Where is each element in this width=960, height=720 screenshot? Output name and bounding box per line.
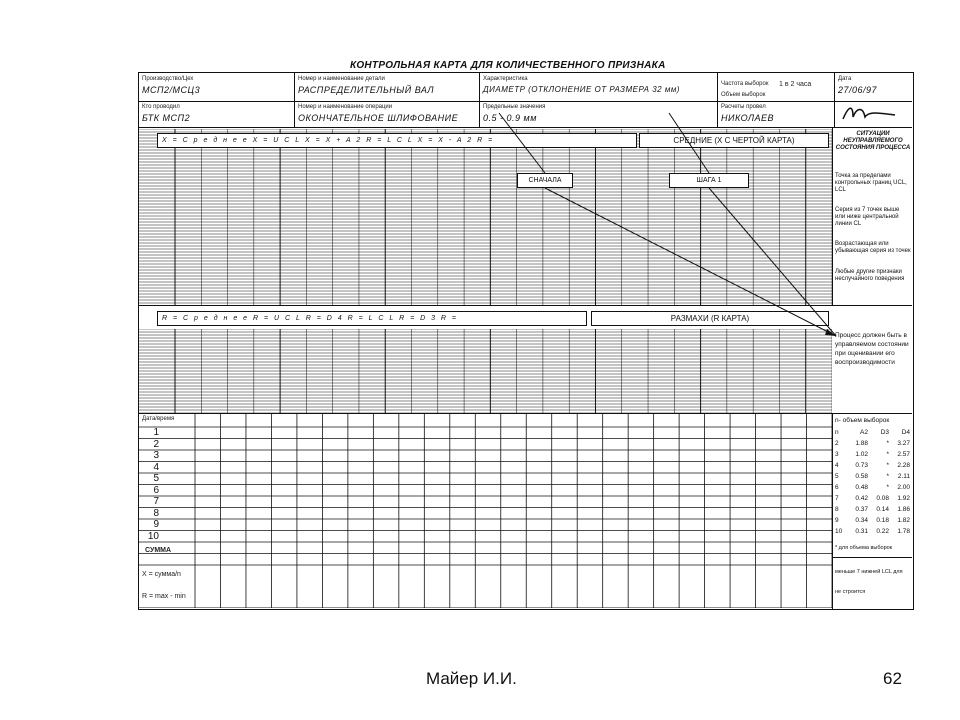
characteristic-value: ДИАМЕТР (ОТКЛОНЕНИЕ ОТ РАЗМЕРА 32 мм) [483, 85, 680, 94]
coeff-cell: 3 [835, 451, 839, 458]
chart-title: КОНТРОЛЬНАЯ КАРТА ДЛЯ КОЛИЧЕСТВЕННОГО ПРИЗНАКА [350, 60, 666, 71]
xbar-title-box: СРЕДНИЕ (X С ЧЕРТОЙ КАРТА) [639, 133, 829, 148]
coeff-row [835, 517, 911, 528]
coeff-cell: 0.37 [855, 506, 868, 513]
footer-author: Майер И.И. [426, 669, 517, 688]
coeff-cell: 0.31 [855, 528, 868, 535]
coeff-cell: 1.78 [897, 528, 910, 535]
coeff-row [835, 495, 911, 506]
calculated-by-value: НИКОЛАЕВ [721, 113, 775, 123]
date-label: Дата [838, 76, 852, 82]
data-table [139, 413, 832, 608]
coeff-sep [832, 557, 912, 558]
sample-row-number: 8 [153, 507, 159, 519]
part-label: Номер и наименование детали [298, 76, 385, 82]
coeff-cell: * [886, 484, 889, 491]
coeff-cell: A2 [860, 429, 868, 436]
operation-label: Номер и наименование операции [298, 104, 393, 110]
coeff-cell: * [886, 473, 889, 480]
coeff-cell: 2 [835, 440, 839, 447]
coeff-cell: 0.08 [876, 495, 889, 502]
callout-start: СНАЧАЛА [517, 173, 573, 188]
sample-row-number: 5 [153, 473, 159, 484]
limits-value: 0.5 - 0.9 мм [483, 113, 537, 123]
control-chart-form [138, 72, 914, 610]
coeff-cell: 0.22 [876, 528, 889, 535]
coeff-cell: 0.18 [876, 517, 889, 524]
coeff-cell: 0.42 [855, 495, 868, 502]
sum-label: СУММА [145, 547, 172, 554]
coeff-row [835, 506, 911, 517]
sample-row-number: 9 [153, 519, 159, 530]
sample-row-number: 7 [153, 496, 159, 507]
coeff-cell: 10 [835, 528, 843, 535]
coeff-cell: 0.48 [855, 484, 868, 491]
coeff-table [835, 429, 911, 539]
coeff-cell: 9 [835, 517, 839, 524]
coeff-row [835, 473, 911, 484]
range-title-box: РАЗМАХИ (R КАРТА) [591, 311, 829, 326]
coeff-cell: 3.27 [897, 440, 910, 447]
coeff-row [835, 440, 911, 451]
characteristic-label: Характеристика [483, 76, 528, 82]
callout-arrows [139, 73, 915, 373]
table-header-label: Дата/время [142, 416, 175, 422]
sample-row-number: 10 [147, 530, 159, 542]
coeff-cell: * [886, 462, 889, 469]
coeff-cell: 7 [835, 495, 839, 502]
situation-item: Возрастающая или убывающая серия из точек [835, 241, 911, 254]
coeff-cell: 0.34 [855, 517, 868, 524]
limits-label: Предельные значения [483, 104, 546, 110]
coeff-cell: * [886, 440, 889, 447]
coeff-cell: D4 [901, 429, 910, 436]
process-note: Процесс должен быть в управляемом состоянии при оценивании его воспроизводимости [835, 332, 909, 366]
coeff-cell: 1.02 [855, 451, 868, 458]
coeff-note-1: меньше 7 нижней LCL для [835, 569, 903, 575]
coeff-cell: 8 [835, 506, 839, 513]
coeff-row [835, 451, 911, 462]
coeff-cell: 2.00 [897, 484, 910, 491]
coeff-cell: n [835, 429, 839, 436]
situation-item: Любые другие признаки неслучайного поведения [835, 269, 905, 282]
sample-row-number: 6 [153, 484, 159, 496]
coeff-divider [832, 413, 833, 609]
frequency-value: 1 в 2 часа [779, 81, 812, 88]
coeff-header-row [835, 429, 911, 440]
coeff-cell: 4 [835, 462, 839, 469]
coeff-cell: 1.92 [897, 495, 910, 502]
coeff-cell: 1.88 [855, 440, 868, 447]
range-row-label: R = max - min [142, 593, 186, 600]
coeff-cell: 6 [835, 484, 839, 491]
table-grid [139, 413, 832, 608]
sample-size-label: Объем выборок [721, 92, 766, 98]
coeff-cell: 2.11 [897, 473, 910, 480]
coeff-cell: 5 [835, 473, 839, 480]
inspector-label: Кто проводил [142, 104, 180, 110]
coeff-cell: 1.82 [897, 517, 910, 524]
coeff-cell: 1.86 [897, 506, 910, 513]
xbar-row-label: X = сумма/n [142, 571, 181, 578]
coeff-cell: 2.57 [897, 451, 910, 458]
coeff-heading: n- объем выборок [835, 417, 890, 424]
coeff-row [835, 528, 911, 539]
part-value: РАСПРЕДЕЛИТЕЛЬНЫЙ ВАЛ [298, 85, 435, 95]
range-formula: R = С р е д н е е R = U C L R = D 4 R = L C L R = D 3 R = [162, 315, 459, 322]
production-label: Производство/Цех [142, 76, 194, 82]
coeff-cell: 0.14 [876, 506, 889, 513]
coeff-cell: 0.58 [855, 473, 868, 480]
situation-item: Точка за пределами контрольных границ UCL, LCL [835, 173, 907, 193]
sample-row-number: 1 [153, 427, 159, 438]
coeff-cell: * [886, 451, 889, 458]
coeff-cell: 2.28 [897, 462, 910, 469]
page-number: 62 [883, 669, 902, 688]
coeff-cell: 0.73 [855, 462, 868, 469]
situation-item: Серия из 7 точек выше или ниже центральной линии CL [835, 207, 900, 227]
callout-step: ШАГА 1 [669, 173, 749, 188]
coeff-footnote: * для объема выборок [835, 545, 893, 551]
coeff-row [835, 484, 911, 495]
coeff-row [835, 462, 911, 473]
sample-row-number: 4 [153, 461, 159, 473]
sample-row-number: 2 [153, 438, 159, 450]
sample-row-number: 3 [153, 450, 159, 461]
frequency-label: Частота выборок [721, 81, 769, 87]
date-value: 27/06/97 [838, 85, 878, 95]
operation-value: ОКОНЧАТЕЛЬНОЕ ШЛИФОВАНИЕ [298, 113, 459, 123]
calculated-by-label: Расчеты провел [721, 104, 766, 110]
situations-heading: СИТУАЦИИ НЕУПРАВЛЯЕМОГО СОСТОЯНИЯ ПРОЦЕССА [835, 131, 911, 151]
inspector-value: БТК МСП2 [142, 113, 191, 123]
xbar-formula: X = С р е д н е е X = U C L X = X + A 2 R = L C L X = X - A 2 R = [162, 137, 495, 144]
coeff-note-2: не строится [835, 589, 866, 595]
coeff-cell: D3 [880, 429, 889, 436]
production-value: МСП2/МСЦ3 [142, 85, 201, 95]
